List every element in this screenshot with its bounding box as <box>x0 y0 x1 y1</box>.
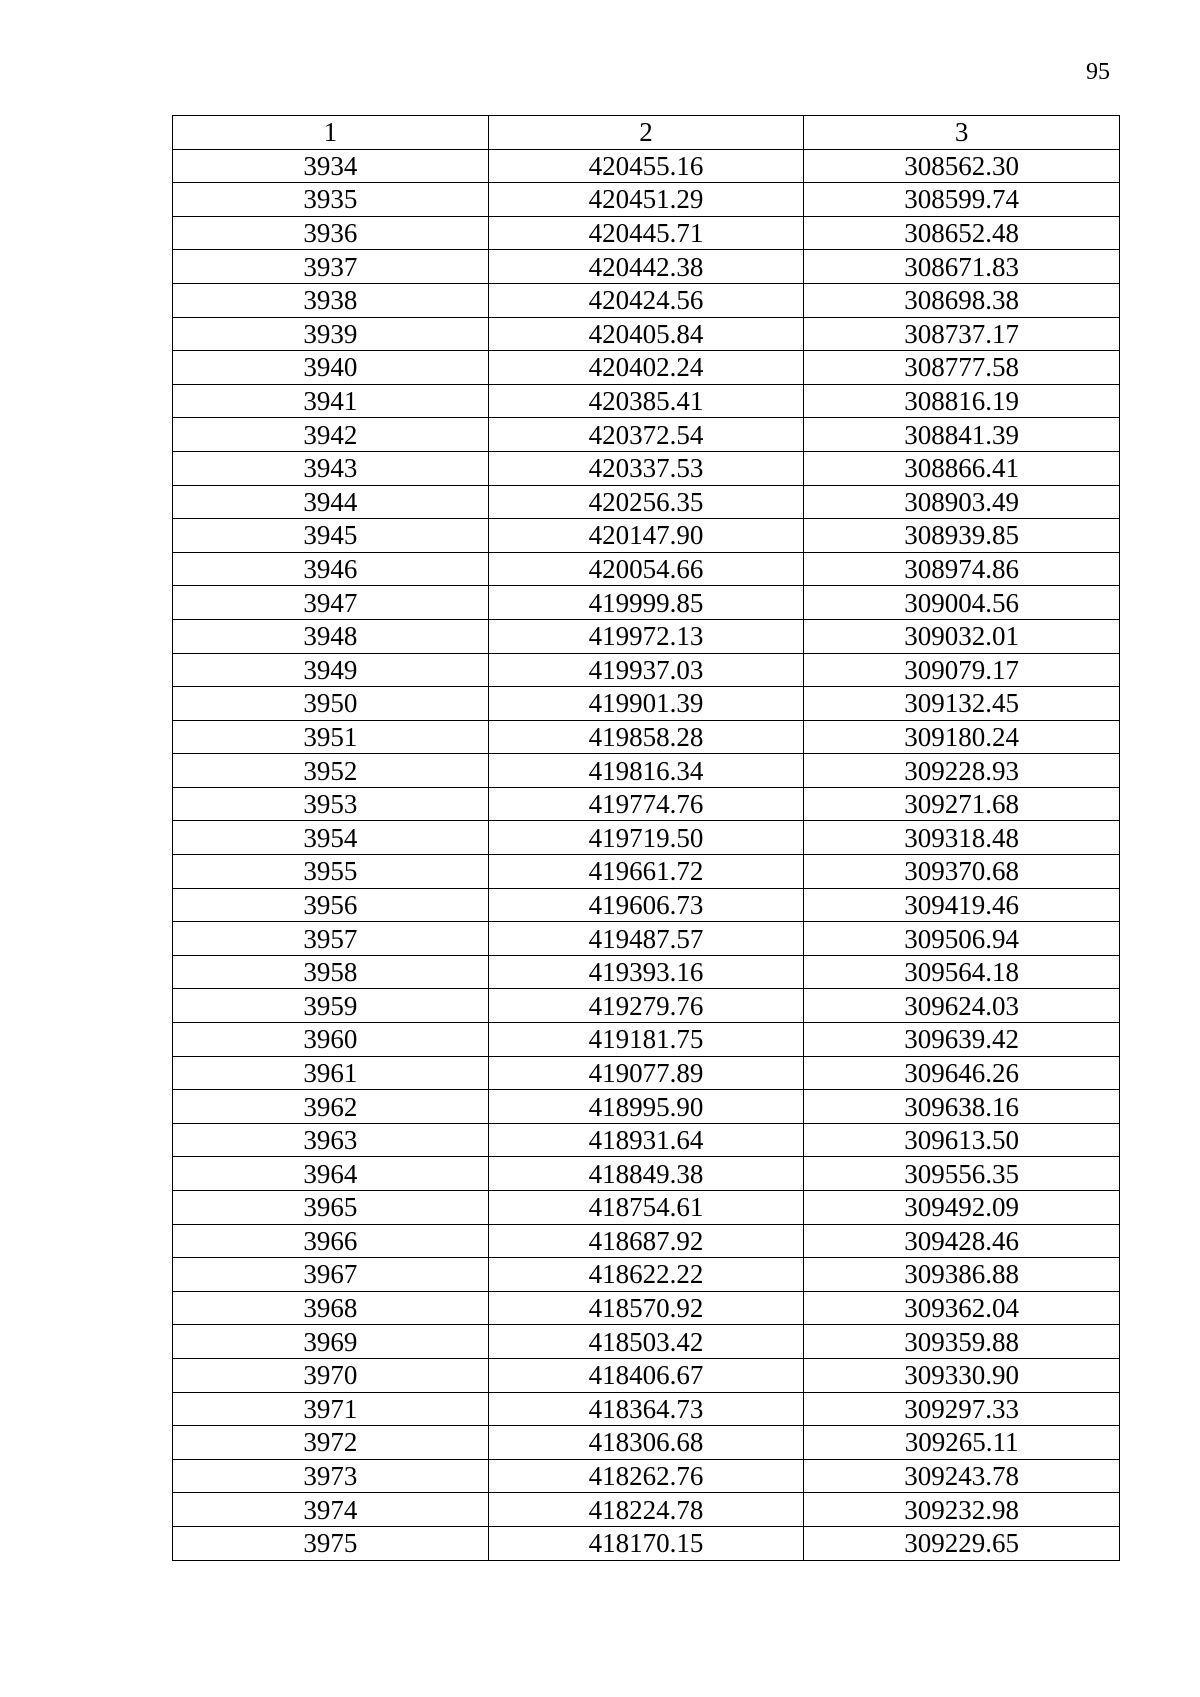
y-coordinate-cell: 308737.17 <box>804 317 1120 351</box>
x-coordinate-cell: 418224.78 <box>488 1493 804 1527</box>
y-coordinate-cell: 309004.56 <box>804 586 1120 620</box>
table-row <box>173 619 1120 653</box>
table-row <box>173 1325 1120 1359</box>
x-coordinate-cell: 419774.76 <box>488 787 804 821</box>
table-row <box>173 1258 1120 1292</box>
table-row <box>173 552 1120 586</box>
x-coordinate-cell: 419393.16 <box>488 955 804 989</box>
x-coordinate-cell: 420424.56 <box>488 283 804 317</box>
y-coordinate-cell: 309232.98 <box>804 1493 1120 1527</box>
y-coordinate-cell: 308698.38 <box>804 283 1120 317</box>
x-coordinate-cell: 420337.53 <box>488 451 804 485</box>
x-coordinate-cell: 419816.34 <box>488 754 804 788</box>
page-number: 95 <box>1086 59 1110 85</box>
x-coordinate-cell: 419487.57 <box>488 922 804 956</box>
y-coordinate-cell: 308974.86 <box>804 552 1120 586</box>
point-number-cell: 3959 <box>173 989 489 1023</box>
table-row <box>173 1056 1120 1090</box>
point-number-cell: 3962 <box>173 1090 489 1124</box>
table-row <box>173 1426 1120 1460</box>
x-coordinate-cell: 419901.39 <box>488 687 804 721</box>
point-number-cell: 3947 <box>173 586 489 620</box>
x-coordinate-cell: 420256.35 <box>488 485 804 519</box>
point-number-cell: 3944 <box>173 485 489 519</box>
table-row <box>173 989 1120 1023</box>
x-coordinate-cell: 418570.92 <box>488 1291 804 1325</box>
point-number-cell: 3974 <box>173 1493 489 1527</box>
x-coordinate-cell: 420445.71 <box>488 216 804 250</box>
point-number-cell: 3971 <box>173 1392 489 1426</box>
table-row <box>173 1526 1120 1560</box>
table-row <box>173 955 1120 989</box>
y-coordinate-cell: 308903.49 <box>804 485 1120 519</box>
y-coordinate-cell: 309271.68 <box>804 787 1120 821</box>
x-coordinate-cell: 420442.38 <box>488 250 804 284</box>
table-row <box>173 1090 1120 1124</box>
x-coordinate-cell: 418687.92 <box>488 1224 804 1258</box>
x-coordinate-cell: 420451.29 <box>488 183 804 217</box>
table-row <box>173 1358 1120 1392</box>
table-row <box>173 653 1120 687</box>
point-number-cell: 3964 <box>173 1157 489 1191</box>
table-row <box>173 250 1120 284</box>
table-row <box>173 317 1120 351</box>
y-coordinate-cell: 309228.93 <box>804 754 1120 788</box>
table-body <box>173 149 1120 1560</box>
y-coordinate-cell: 308939.85 <box>804 519 1120 553</box>
point-number-cell: 3958 <box>173 955 489 989</box>
table-row <box>173 1023 1120 1057</box>
point-number-cell: 3936 <box>173 216 489 250</box>
table-header-row <box>173 116 1120 150</box>
table-row <box>173 787 1120 821</box>
y-coordinate-cell: 309032.01 <box>804 619 1120 653</box>
y-coordinate-cell: 309079.17 <box>804 653 1120 687</box>
y-coordinate-cell: 309646.26 <box>804 1056 1120 1090</box>
y-coordinate-cell: 309318.48 <box>804 821 1120 855</box>
table-row <box>173 754 1120 788</box>
x-coordinate-cell: 418364.73 <box>488 1392 804 1426</box>
point-number-cell: 3965 <box>173 1191 489 1225</box>
y-coordinate-cell: 308841.39 <box>804 418 1120 452</box>
y-coordinate-cell: 309243.78 <box>804 1459 1120 1493</box>
x-coordinate-cell: 419999.85 <box>488 586 804 620</box>
table-row <box>173 485 1120 519</box>
table-row <box>173 922 1120 956</box>
y-coordinate-cell: 309359.88 <box>804 1325 1120 1359</box>
table-row <box>173 216 1120 250</box>
y-coordinate-cell: 309624.03 <box>804 989 1120 1023</box>
y-coordinate-cell: 309419.46 <box>804 888 1120 922</box>
y-coordinate-cell: 308562.30 <box>804 149 1120 183</box>
x-coordinate-cell: 418849.38 <box>488 1157 804 1191</box>
x-coordinate-cell: 420455.16 <box>488 149 804 183</box>
point-number-cell: 3935 <box>173 183 489 217</box>
x-coordinate-cell: 419719.50 <box>488 821 804 855</box>
column-header-3: 3 <box>804 116 1120 150</box>
point-number-cell: 3952 <box>173 754 489 788</box>
y-coordinate-cell: 309330.90 <box>804 1358 1120 1392</box>
y-coordinate-cell: 309492.09 <box>804 1191 1120 1225</box>
x-coordinate-cell: 420405.84 <box>488 317 804 351</box>
point-number-cell: 3953 <box>173 787 489 821</box>
point-number-cell: 3969 <box>173 1325 489 1359</box>
table-row <box>173 1191 1120 1225</box>
y-coordinate-cell: 308777.58 <box>804 351 1120 385</box>
table-row <box>173 384 1120 418</box>
y-coordinate-cell: 308866.41 <box>804 451 1120 485</box>
table-row <box>173 687 1120 721</box>
y-coordinate-cell: 309506.94 <box>804 922 1120 956</box>
table-row <box>173 1291 1120 1325</box>
table-row <box>173 451 1120 485</box>
table-row <box>173 418 1120 452</box>
y-coordinate-cell: 308652.48 <box>804 216 1120 250</box>
point-number-cell: 3957 <box>173 922 489 956</box>
point-number-cell: 3938 <box>173 283 489 317</box>
y-coordinate-cell: 309229.65 <box>804 1526 1120 1560</box>
point-number-cell: 3950 <box>173 687 489 721</box>
x-coordinate-cell: 418754.61 <box>488 1191 804 1225</box>
point-number-cell: 3939 <box>173 317 489 351</box>
point-number-cell: 3961 <box>173 1056 489 1090</box>
table-row <box>173 720 1120 754</box>
table-row <box>173 1392 1120 1426</box>
point-number-cell: 3954 <box>173 821 489 855</box>
x-coordinate-cell: 419937.03 <box>488 653 804 687</box>
x-coordinate-cell: 418503.42 <box>488 1325 804 1359</box>
x-coordinate-cell: 418406.67 <box>488 1358 804 1392</box>
coordinates-table <box>172 115 1120 1561</box>
point-number-cell: 3967 <box>173 1258 489 1292</box>
point-number-cell: 3966 <box>173 1224 489 1258</box>
x-coordinate-cell: 418170.15 <box>488 1526 804 1560</box>
y-coordinate-cell: 309370.68 <box>804 855 1120 889</box>
y-coordinate-cell: 309265.11 <box>804 1426 1120 1460</box>
x-coordinate-cell: 420372.54 <box>488 418 804 452</box>
point-number-cell: 3973 <box>173 1459 489 1493</box>
table-row <box>173 149 1120 183</box>
point-number-cell: 3960 <box>173 1023 489 1057</box>
table-row <box>173 586 1120 620</box>
point-number-cell: 3963 <box>173 1123 489 1157</box>
table-row <box>173 855 1120 889</box>
column-header-2: 2 <box>488 116 804 150</box>
y-coordinate-cell: 308599.74 <box>804 183 1120 217</box>
table-row <box>173 519 1120 553</box>
table-row <box>173 351 1120 385</box>
y-coordinate-cell: 309638.16 <box>804 1090 1120 1124</box>
x-coordinate-cell: 418931.64 <box>488 1123 804 1157</box>
table-row <box>173 183 1120 217</box>
x-coordinate-cell: 418262.76 <box>488 1459 804 1493</box>
point-number-cell: 3955 <box>173 855 489 889</box>
table-row <box>173 1459 1120 1493</box>
table-row <box>173 1123 1120 1157</box>
table-row <box>173 821 1120 855</box>
y-coordinate-cell: 309556.35 <box>804 1157 1120 1191</box>
y-coordinate-cell: 309613.50 <box>804 1123 1120 1157</box>
point-number-cell: 3943 <box>173 451 489 485</box>
column-header-1: 1 <box>173 116 489 150</box>
x-coordinate-cell: 420402.24 <box>488 351 804 385</box>
point-number-cell: 3951 <box>173 720 489 754</box>
point-number-cell: 3940 <box>173 351 489 385</box>
x-coordinate-cell: 420054.66 <box>488 552 804 586</box>
point-number-cell: 3949 <box>173 653 489 687</box>
point-number-cell: 3970 <box>173 1358 489 1392</box>
x-coordinate-cell: 419606.73 <box>488 888 804 922</box>
x-coordinate-cell: 419972.13 <box>488 619 804 653</box>
y-coordinate-cell: 309297.33 <box>804 1392 1120 1426</box>
y-coordinate-cell: 309564.18 <box>804 955 1120 989</box>
point-number-cell: 3948 <box>173 619 489 653</box>
point-number-cell: 3942 <box>173 418 489 452</box>
point-number-cell: 3956 <box>173 888 489 922</box>
table-row <box>173 1157 1120 1191</box>
point-number-cell: 3937 <box>173 250 489 284</box>
x-coordinate-cell: 419858.28 <box>488 720 804 754</box>
x-coordinate-cell: 420147.90 <box>488 519 804 553</box>
point-number-cell: 3946 <box>173 552 489 586</box>
x-coordinate-cell: 418622.22 <box>488 1258 804 1292</box>
table-row <box>173 283 1120 317</box>
y-coordinate-cell: 309428.46 <box>804 1224 1120 1258</box>
y-coordinate-cell: 308671.83 <box>804 250 1120 284</box>
x-coordinate-cell: 419077.89 <box>488 1056 804 1090</box>
x-coordinate-cell: 419279.76 <box>488 989 804 1023</box>
point-number-cell: 3972 <box>173 1426 489 1460</box>
point-number-cell: 3945 <box>173 519 489 553</box>
y-coordinate-cell: 308816.19 <box>804 384 1120 418</box>
x-coordinate-cell: 418995.90 <box>488 1090 804 1124</box>
x-coordinate-cell: 420385.41 <box>488 384 804 418</box>
point-number-cell: 3941 <box>173 384 489 418</box>
table-row <box>173 1224 1120 1258</box>
y-coordinate-cell: 309362.04 <box>804 1291 1120 1325</box>
table-row <box>173 1493 1120 1527</box>
point-number-cell: 3934 <box>173 149 489 183</box>
point-number-cell: 3975 <box>173 1526 489 1560</box>
y-coordinate-cell: 309639.42 <box>804 1023 1120 1057</box>
y-coordinate-cell: 309180.24 <box>804 720 1120 754</box>
y-coordinate-cell: 309132.45 <box>804 687 1120 721</box>
x-coordinate-cell: 419661.72 <box>488 855 804 889</box>
y-coordinate-cell: 309386.88 <box>804 1258 1120 1292</box>
table-row <box>173 888 1120 922</box>
point-number-cell: 3968 <box>173 1291 489 1325</box>
x-coordinate-cell: 418306.68 <box>488 1426 804 1460</box>
x-coordinate-cell: 419181.75 <box>488 1023 804 1057</box>
